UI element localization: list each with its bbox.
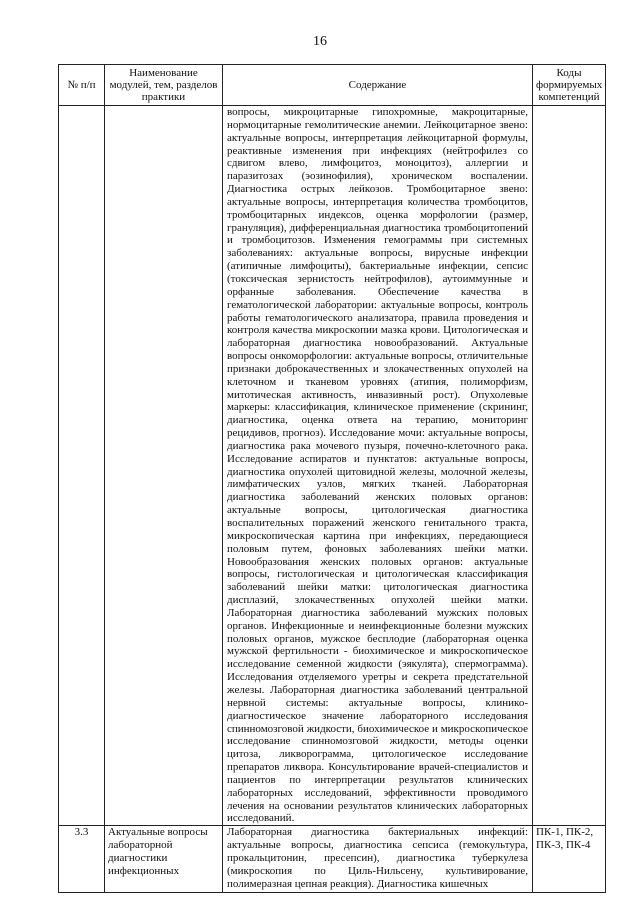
page-number: 16: [313, 34, 327, 49]
header-num: № п/п: [59, 65, 105, 106]
curriculum-table: [58, 64, 606, 893]
row-competence-codes: [533, 106, 606, 826]
row-module-name: [105, 106, 223, 826]
row-module-name: Актуальные вопросы лабораторной диагностики инфекционных: [105, 826, 223, 893]
row-competence-codes: ПК-1, ПК-2, ПК-3, ПК-4: [533, 826, 606, 893]
header-competence-codes: Коды формируемых компетенций: [533, 65, 606, 106]
header-content: Содержание: [223, 65, 533, 106]
row-content: вопросы, микроцитарные гипохромные, макроцитарные, нормоцитарные гемолитические анемии. Лейкоцитарное звено: актуальные вопросы, интерпретация лейкоцитарной формулы, реактивные изменения при инфекциях (нейтрофилез со сдвигом влево, лимфоцитоз, моноцитоз), аллергии и паразитозах (эозинофилия), хроническом воспалении. Диагностика острых лейкозов. Тромбоцитарное звено: актуальные вопросы, интерпретация количества тромбоцитов, тромбоцитарных индексов, оценка морфологии (размер, грануляция), дифференциальная диагностика тромбоцитопений и тромбоцитозов. Изменения гемограммы при системных заболеваниях: актуальные вопросы, вирусные инфекции (атипичные лимфоциты), бактериальные инфекции, сепсис (токсическая зернистость нейтрофилов), аутоиммунные и орфанные заболевания. Обеспечение качества в гематологической лаборатории: актуальные вопросы, контроль работы гематологического анализатора, правила проведения и контроля качества микроскопии мазка крови. Цитологическая и лабораторная диагностика новообразований. Актуальные вопросы онкоморфологии: актуальные вопросы, отличительные признаки доброкачественных и злокачественных опухолей на клеточном и тканевом уровнях (атипия, полиморфизм, митотическая активность, инвазивный рост). Опухолевые маркеры: классификация, клиническое применение (скрининг, диагностика, оценка ответа на терапию, мониторинг рецидивов, прогноз). Исследование мочи: актуальные вопросы, диагностика рака мочевого пузыря, почечно-клеточного рака. Исследование аспиратов и пунктатов: актуальные вопросы, диагностика опухолей щитовидной железы, молочной железы, лимфатических узлов, мягких тканей. Лабораторная диагностика заболеваний женских половых органов: актуальные вопросы, цитологическая диагностика воспалительных поражений женского генитального тракта, микроскопическая картина при инфекциях, передающиеся половым путем, фоновых заболеваниях шейки матки. Новообразования женских половых органов: актуальные вопросы, гистологическая и цитологическая классификация заболеваний шейки матки: цитологическая диагностика дисплазий, злокачественных опухолей шейки матки. Лабораторная диагностика заболеваний мужских половых органов. Инфекционные и неинфекционные болезни мужских половых органов, мужское бесплодие (лабораторная оценка мужской фертильности - биохимическое и микроскопическое исследование семенной жидкости (эякулята), спермограмма). Исследования отделяемого уретры и секрета предстательной железы. Лабораторная диагностика заболеваний центральной нервной системы: актуальные вопросы, клинико-диагностическое значение лабораторного исследования спинномозговой жидкости, биохимическое и микроскопическое исследование спинномозговой жидкости, методы оценки цитоза, ликворограмма, цитологическое исследование препаратов ликвора. Консультирование врачей-специалистов и пациентов по интерпретации результатов клинических лабораторных исследований, эффективности проводимого лечения на основании результатов клинических лабораторных исследований.: [223, 106, 533, 826]
row-num: [59, 106, 105, 826]
header-module-name: Наименование модулей, тем, разделов практики: [105, 65, 223, 106]
row-num: 3.3: [59, 826, 105, 893]
row-content: Лабораторная диагностика бактериальных инфекций: актуальные вопросы, диагностика сепсиса (гемокультура, прокальцитонин, пресепсин), диагностика туберкулеза (микроскопия по Циль-Нильсену, культивирование, полимеразная цепная реакция). Диагностика кишечных: [223, 826, 533, 893]
table-row: [59, 826, 606, 893]
table-row: [59, 106, 606, 826]
table-header-row: [59, 65, 606, 106]
